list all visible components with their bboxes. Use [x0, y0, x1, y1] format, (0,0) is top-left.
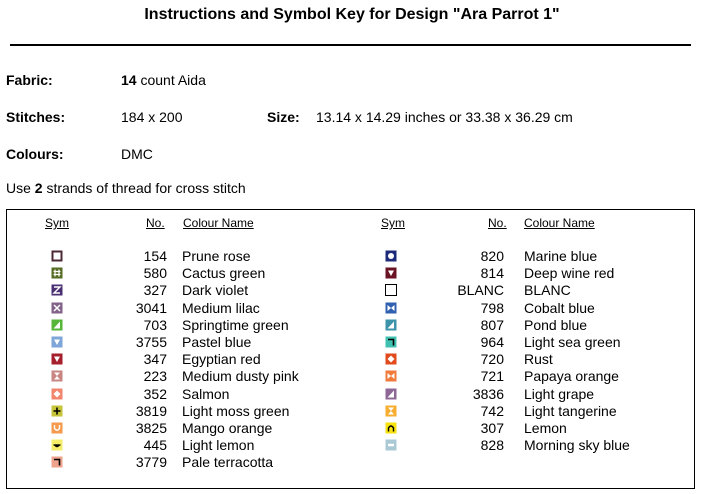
- corner-bracket-icon: [385, 336, 397, 348]
- colour-number: 964: [480, 334, 504, 350]
- colour-number: 327: [143, 282, 167, 299]
- corner-bracket-icon: [51, 456, 63, 468]
- blank-icon: [385, 284, 397, 296]
- colour-number: 807: [480, 316, 504, 333]
- instruction-text: [6, 180, 246, 196]
- colour-number: 3819: [135, 402, 167, 419]
- size-label: Size:: [267, 109, 300, 125]
- colour-number: 3041: [135, 299, 167, 316]
- colour-name: Light lemon: [182, 437, 255, 454]
- colour-number: 3836: [472, 385, 504, 402]
- colour-name: Light grape: [524, 385, 595, 402]
- dash-icon: [385, 439, 397, 451]
- key-row-right: [7, 420, 696, 437]
- key-row-right: [7, 317, 696, 334]
- colour-name: Medium lilac: [182, 299, 260, 316]
- colour-number: 223: [143, 368, 167, 385]
- colour-name: Medium dusty pink: [182, 368, 299, 385]
- colour-name: Deep wine red: [524, 265, 615, 282]
- colour-number: 347: [143, 351, 167, 368]
- key-row-right: [7, 282, 696, 299]
- colour-name: Springtime green: [182, 316, 289, 333]
- colour-number: 828: [480, 437, 504, 454]
- down-triangle-icon: [385, 267, 397, 279]
- key-row-right: [7, 386, 696, 403]
- colour-name: Rust: [524, 351, 553, 368]
- key-row-right: [7, 265, 696, 282]
- colour-number: 154: [143, 248, 167, 264]
- header-no-left: No.: [146, 216, 165, 230]
- fabric-count: 14: [121, 72, 137, 88]
- colour-number: BLANC: [457, 282, 504, 299]
- colour-number: 3825: [135, 420, 167, 436]
- stitches-label: Stitches:: [6, 109, 66, 125]
- colour-name: Dark violet: [182, 282, 249, 299]
- colour-name: Light sea green: [524, 334, 621, 350]
- colour-number: 721: [480, 368, 504, 385]
- colour-name: Prune rose: [182, 248, 251, 264]
- colour-name: Mango orange: [182, 420, 273, 436]
- fabric-rest: count Aida: [136, 72, 206, 88]
- colour-name: Pastel blue: [182, 334, 252, 350]
- colour-number: 703: [143, 316, 167, 333]
- colour-name: Pale terracotta: [182, 454, 274, 471]
- key-row-right: [7, 368, 696, 385]
- fabric-label: Fabric:: [6, 72, 53, 88]
- colour-name: Cobalt blue: [524, 299, 595, 316]
- key-row-right: [7, 248, 696, 265]
- colour-number: 580: [143, 265, 167, 282]
- key-row-right: [7, 403, 696, 420]
- colour-name: Cactus green: [182, 265, 266, 282]
- colour-name: BLANC: [524, 282, 571, 299]
- colour-name: Papaya orange: [524, 368, 619, 385]
- title-divider: [10, 44, 691, 46]
- instruction-after: strands of thread for cross stitch: [42, 180, 246, 196]
- colour-number: 814: [480, 265, 504, 282]
- header-no-right: No.: [488, 216, 507, 230]
- symbol-key-table: [6, 209, 695, 489]
- colour-name: Marine blue: [524, 248, 598, 264]
- instruction-strands: 2: [34, 180, 43, 196]
- hourglass-icon: [385, 405, 397, 417]
- instruction-before: Use: [6, 180, 35, 196]
- header-name-left: Colour Name: [183, 216, 254, 230]
- bowtie-icon: [385, 370, 397, 382]
- colour-number: 720: [480, 351, 504, 368]
- corner-triangle-icon: [385, 388, 397, 400]
- header-name-right: Colour Name: [524, 216, 595, 230]
- diamond-icon: [385, 353, 397, 365]
- colours-label: Colours:: [6, 146, 64, 162]
- corner-triangle-icon: [385, 319, 397, 331]
- colour-number: 445: [143, 437, 167, 454]
- colour-number: 3779: [135, 454, 167, 471]
- key-row-left: [7, 454, 696, 471]
- header-sym-right: Sym: [381, 216, 405, 230]
- page-title: Instructions and Symbol Key for Design "Ara Parrot 1": [144, 6, 560, 23]
- key-row-right: [7, 437, 696, 454]
- colour-number: 307: [480, 420, 504, 436]
- page-edge-line: [6, 488, 101, 489]
- size-value: 13.14 x 14.29 inches or 33.38 x 36.29 cm: [316, 109, 573, 125]
- colour-name: Salmon: [182, 385, 230, 402]
- key-row-right: [7, 334, 696, 351]
- colour-name: Pond blue: [524, 316, 588, 333]
- key-row-right: [7, 351, 696, 368]
- fabric-value: [121, 72, 206, 88]
- header-sym-left: Sym: [45, 216, 69, 230]
- colour-name: Egyptian red: [182, 351, 261, 368]
- colour-number: 3755: [135, 334, 167, 350]
- colour-name: Light moss green: [182, 402, 290, 419]
- arch-icon: [385, 422, 397, 434]
- colour-number: 742: [480, 402, 504, 419]
- circle-icon: [385, 250, 397, 262]
- colour-name: Lemon: [524, 420, 567, 436]
- colour-name: Light tangerine: [524, 402, 617, 419]
- stitches-value: 184 x 200: [121, 109, 183, 125]
- colour-number: 820: [480, 248, 504, 264]
- colour-name: Morning sky blue: [524, 437, 630, 454]
- bowtie-icon: [385, 302, 397, 314]
- colour-number: 798: [480, 299, 504, 316]
- colours-value: DMC: [121, 146, 153, 162]
- colour-number: 352: [143, 385, 167, 402]
- key-row-right: [7, 300, 696, 317]
